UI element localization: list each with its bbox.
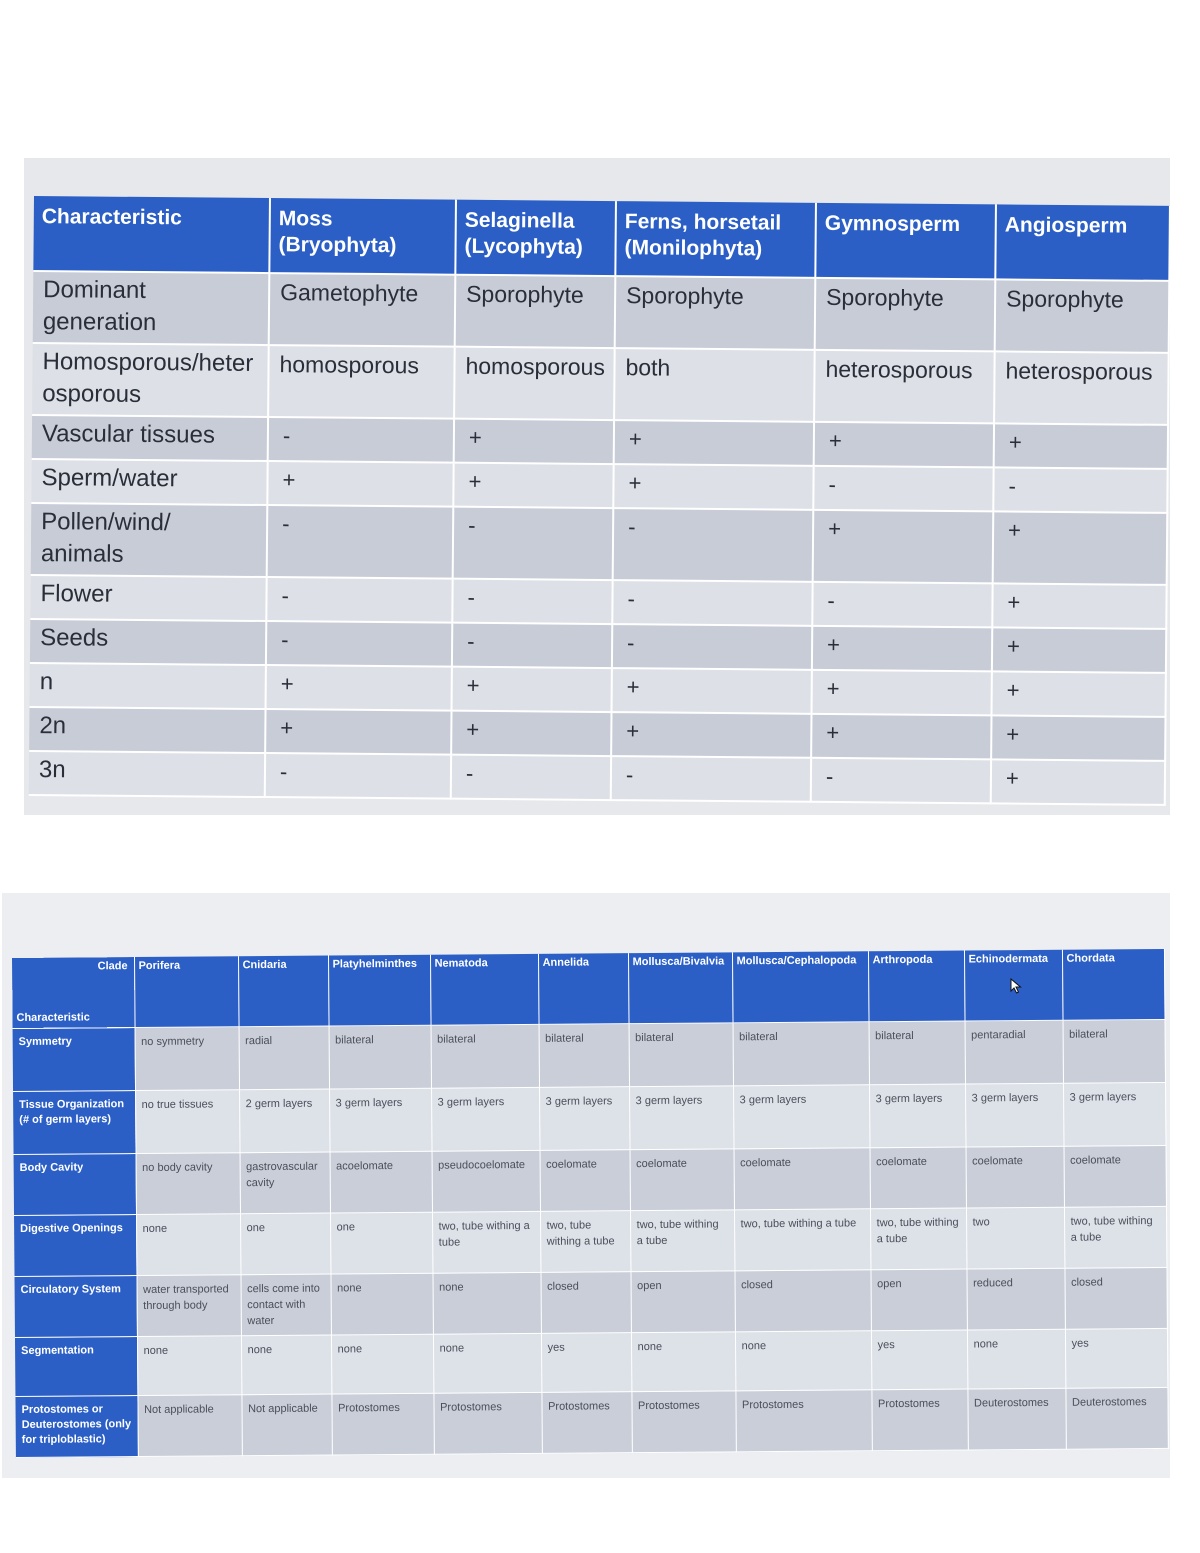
row-header: Pollen/wind/ animals xyxy=(31,503,268,577)
table-cell: none xyxy=(331,1334,433,1394)
row-header: Flower xyxy=(30,575,266,621)
table-cell: - xyxy=(613,508,814,582)
table-cell: + xyxy=(612,668,812,714)
table-cell: closed xyxy=(1064,1267,1166,1329)
table-cell: none xyxy=(330,1273,432,1335)
row-header: Vascular tissues xyxy=(32,415,268,461)
column-header: Porifera xyxy=(134,956,239,1027)
table-cell: - xyxy=(811,758,991,804)
table-cell: Sporophyte xyxy=(995,279,1170,353)
table-cell: + xyxy=(454,419,614,464)
clade-label: Clade xyxy=(97,960,128,973)
mouse-cursor-icon xyxy=(1010,978,1022,994)
table-cell: coelomate xyxy=(734,1148,870,1210)
table-cell: + xyxy=(993,511,1168,585)
table-cell: 3 germ layers xyxy=(329,1088,431,1152)
table-cell: coelomate xyxy=(1064,1145,1166,1207)
table-cell: no body cavity xyxy=(136,1153,240,1215)
table-cell: - xyxy=(612,580,812,626)
table-cell: + xyxy=(267,461,453,507)
row-header: Segmentation xyxy=(15,1337,137,1397)
table-cell: Gametophyte xyxy=(269,273,456,347)
table-cell: bilateral xyxy=(329,1025,431,1089)
table-cell: - xyxy=(812,582,992,628)
table-cell: - xyxy=(993,467,1167,513)
table-cell: reduced xyxy=(966,1268,1064,1330)
table-row xyxy=(33,271,1170,353)
table-cell: - xyxy=(266,577,452,623)
table-header-row xyxy=(12,949,1165,1029)
table-cell: Sporophyte xyxy=(455,275,616,348)
table-cell: - xyxy=(268,417,454,463)
table-cell: heterosporous xyxy=(814,350,995,424)
table-cell: 3 germ layers xyxy=(869,1084,965,1148)
row-header: Tissue Organization (# of germ layers) xyxy=(13,1091,135,1155)
table-cell: + xyxy=(992,671,1166,717)
table-cell: bilateral xyxy=(539,1024,629,1088)
table-cell: + xyxy=(811,714,991,760)
table-cell: bilateral xyxy=(629,1023,733,1087)
column-header: Platyhelminthes xyxy=(328,955,431,1026)
table-cell: + xyxy=(611,712,811,758)
table-cell: bilateral xyxy=(431,1024,539,1088)
table-cell: no symmetry xyxy=(135,1027,239,1091)
table-cell: Deuterostomes xyxy=(1065,1387,1167,1449)
table-cell: coelomate xyxy=(630,1149,734,1211)
column-header: Gymnosperm xyxy=(815,203,996,280)
table-row xyxy=(29,751,1165,805)
table-cell: Protostomes xyxy=(735,1390,871,1452)
table-cell: + xyxy=(812,626,992,672)
table-cell: Protostomes xyxy=(631,1391,735,1453)
table-cell: Protostomes xyxy=(541,1392,631,1454)
table-cell: closed xyxy=(734,1270,870,1332)
table-cell: Sporophyte xyxy=(615,276,816,350)
table-cell: no true tissues xyxy=(135,1090,239,1154)
table-cell: none xyxy=(137,1336,241,1396)
table-cell: water transported through body xyxy=(136,1275,240,1337)
table-cell: none xyxy=(735,1331,871,1391)
table-row xyxy=(15,1267,1167,1337)
table-cell: none xyxy=(433,1333,541,1393)
table-cell: - xyxy=(453,507,614,580)
column-header: Selaginella (Lycophyta) xyxy=(455,200,616,276)
table-cell: bilateral xyxy=(869,1021,965,1085)
table-cell: + xyxy=(812,670,992,716)
table-cell: + xyxy=(613,464,813,510)
table-cell: both xyxy=(614,348,815,422)
table-cell: Protostomes xyxy=(331,1393,433,1455)
corner-header xyxy=(12,957,135,1028)
column-header: Echinodermata xyxy=(964,950,1063,1021)
row-header: Dominant generation xyxy=(33,271,270,345)
table-cell: 3 germ layers xyxy=(629,1086,733,1150)
table-cell: + xyxy=(453,463,613,508)
table-cell: none xyxy=(241,1335,331,1395)
row-header: Protostomes or Deuterostomes (only for triploblastic) xyxy=(15,1396,137,1458)
column-header: Mollusca/Bivalvia xyxy=(628,952,733,1023)
table-cell: - xyxy=(813,466,993,512)
table-cell: + xyxy=(813,510,994,584)
column-header: Annelida xyxy=(538,953,629,1024)
table-cell: two, tube withing a tube xyxy=(870,1208,966,1270)
table-cell: homosporous xyxy=(454,347,615,420)
table-cell: coelomate xyxy=(966,1146,1064,1208)
table-cell: open xyxy=(630,1271,734,1333)
table-cell: + xyxy=(266,665,452,711)
table-cell: coelomate xyxy=(870,1147,966,1209)
table-cell: + xyxy=(991,759,1165,805)
table-cell: two, tube withing a tube xyxy=(540,1211,630,1273)
table-cell: + xyxy=(992,583,1166,629)
table-cell: one xyxy=(330,1212,432,1274)
plant-comparison-table xyxy=(29,196,1170,806)
table-cell: - xyxy=(267,505,454,579)
table-cell: - xyxy=(452,623,612,668)
table-cell: Protostomes xyxy=(433,1392,541,1454)
table-row xyxy=(14,1145,1166,1215)
table-cell: coelomate xyxy=(540,1150,630,1212)
table-cell: none xyxy=(967,1329,1065,1389)
row-header: 3n xyxy=(29,751,265,797)
table-cell: two, tube withing a tube xyxy=(734,1209,870,1271)
table-cell: - xyxy=(452,579,612,624)
table-cell: open xyxy=(870,1269,966,1331)
table-cell: Protostomes xyxy=(871,1389,967,1451)
animal-clade-table xyxy=(12,949,1168,1458)
table-cell: two, tube withing a tube xyxy=(432,1211,540,1273)
table-cell: + xyxy=(451,711,611,756)
plant-table-photo xyxy=(24,158,1170,815)
table-cell: radial xyxy=(239,1026,329,1090)
table-row xyxy=(14,1206,1166,1276)
table-cell: + xyxy=(992,627,1166,673)
table-cell: 2 germ layers xyxy=(239,1089,329,1153)
table-header-row xyxy=(33,196,1170,281)
table-cell: + xyxy=(614,420,814,466)
column-header: Cnidaria xyxy=(238,956,329,1027)
row-header: Digestive Openings xyxy=(14,1215,136,1277)
table-cell: none xyxy=(432,1272,540,1334)
row-header: Homosporous/heterosporous xyxy=(32,343,269,417)
row-header: n xyxy=(30,663,266,709)
table-cell: 3 germ layers xyxy=(431,1087,539,1151)
column-header: Nematoda xyxy=(430,954,539,1025)
table-row xyxy=(32,343,1169,425)
table-cell: 3 germ layers xyxy=(539,1087,629,1151)
table-row xyxy=(15,1387,1167,1457)
row-header: Symmetry xyxy=(13,1028,135,1092)
column-header: Arthropoda xyxy=(868,951,965,1022)
table-cell: closed xyxy=(540,1272,630,1334)
table-cell: Not applicable xyxy=(241,1394,331,1456)
table-cell: 3 germ layers xyxy=(1063,1082,1165,1146)
table-cell: none xyxy=(136,1214,240,1276)
column-header: Chordata xyxy=(1062,949,1165,1020)
animal-table-photo xyxy=(2,893,1170,1478)
table-cell: two, tube withing a tube xyxy=(1064,1206,1166,1268)
table-cell: one xyxy=(240,1213,330,1275)
table-cell: Deuterostomes xyxy=(967,1388,1065,1450)
table-cell: + xyxy=(814,422,994,468)
row-header: Body Cavity xyxy=(14,1154,136,1216)
table-cell: homosporous xyxy=(268,345,455,419)
table-cell: bilateral xyxy=(1063,1019,1165,1083)
table-cell: 3 germ layers xyxy=(965,1083,1063,1147)
column-header: Characteristic xyxy=(33,196,270,273)
table-cell: 3 germ layers xyxy=(733,1085,869,1149)
table-cell: pseudocoelomate xyxy=(432,1150,540,1212)
table-cell: two xyxy=(966,1207,1064,1269)
table-cell: - xyxy=(266,621,452,667)
table-cell: - xyxy=(451,755,611,800)
row-header: Seeds xyxy=(30,619,266,665)
table-cell: gastrovascular cavity xyxy=(240,1152,330,1214)
table-cell: two, tube withing a tube xyxy=(630,1210,734,1272)
column-header: Angiosperm xyxy=(995,204,1170,281)
table-cell: Sporophyte xyxy=(815,278,996,352)
table-cell: - xyxy=(612,624,812,670)
table-cell: Not applicable xyxy=(137,1395,241,1457)
table-cell: - xyxy=(265,753,451,799)
table-cell: + xyxy=(452,667,612,712)
row-header: 2n xyxy=(29,707,265,753)
table-cell: + xyxy=(991,715,1165,761)
table-row xyxy=(15,1328,1167,1396)
table-cell: + xyxy=(994,423,1168,469)
table-cell: yes xyxy=(541,1333,631,1393)
row-header: Circulatory System xyxy=(15,1276,137,1338)
table-cell: none xyxy=(631,1332,735,1392)
table-cell: - xyxy=(611,756,811,802)
row-header: Sperm/water xyxy=(31,459,267,505)
table-cell: + xyxy=(265,709,451,755)
column-header: Ferns, horsetail (Monilophyta) xyxy=(615,201,816,278)
table-cell: heterosporous xyxy=(994,351,1169,425)
table-cell: cells come into contact with water xyxy=(240,1274,330,1336)
table-cell: bilateral xyxy=(733,1022,869,1086)
column-header: Mollusca/Cephalopoda xyxy=(732,951,869,1023)
table-row xyxy=(13,1082,1165,1154)
table-cell: yes xyxy=(871,1330,967,1390)
column-header: Moss (Bryophyta) xyxy=(269,198,456,275)
table-row xyxy=(31,503,1168,585)
table-cell: pentaradial xyxy=(965,1020,1063,1084)
characteristic-label: Characteristic xyxy=(16,1011,90,1024)
table-row xyxy=(13,1019,1165,1091)
table-cell: yes xyxy=(1065,1328,1167,1388)
table-cell: acoelomate xyxy=(330,1151,432,1213)
